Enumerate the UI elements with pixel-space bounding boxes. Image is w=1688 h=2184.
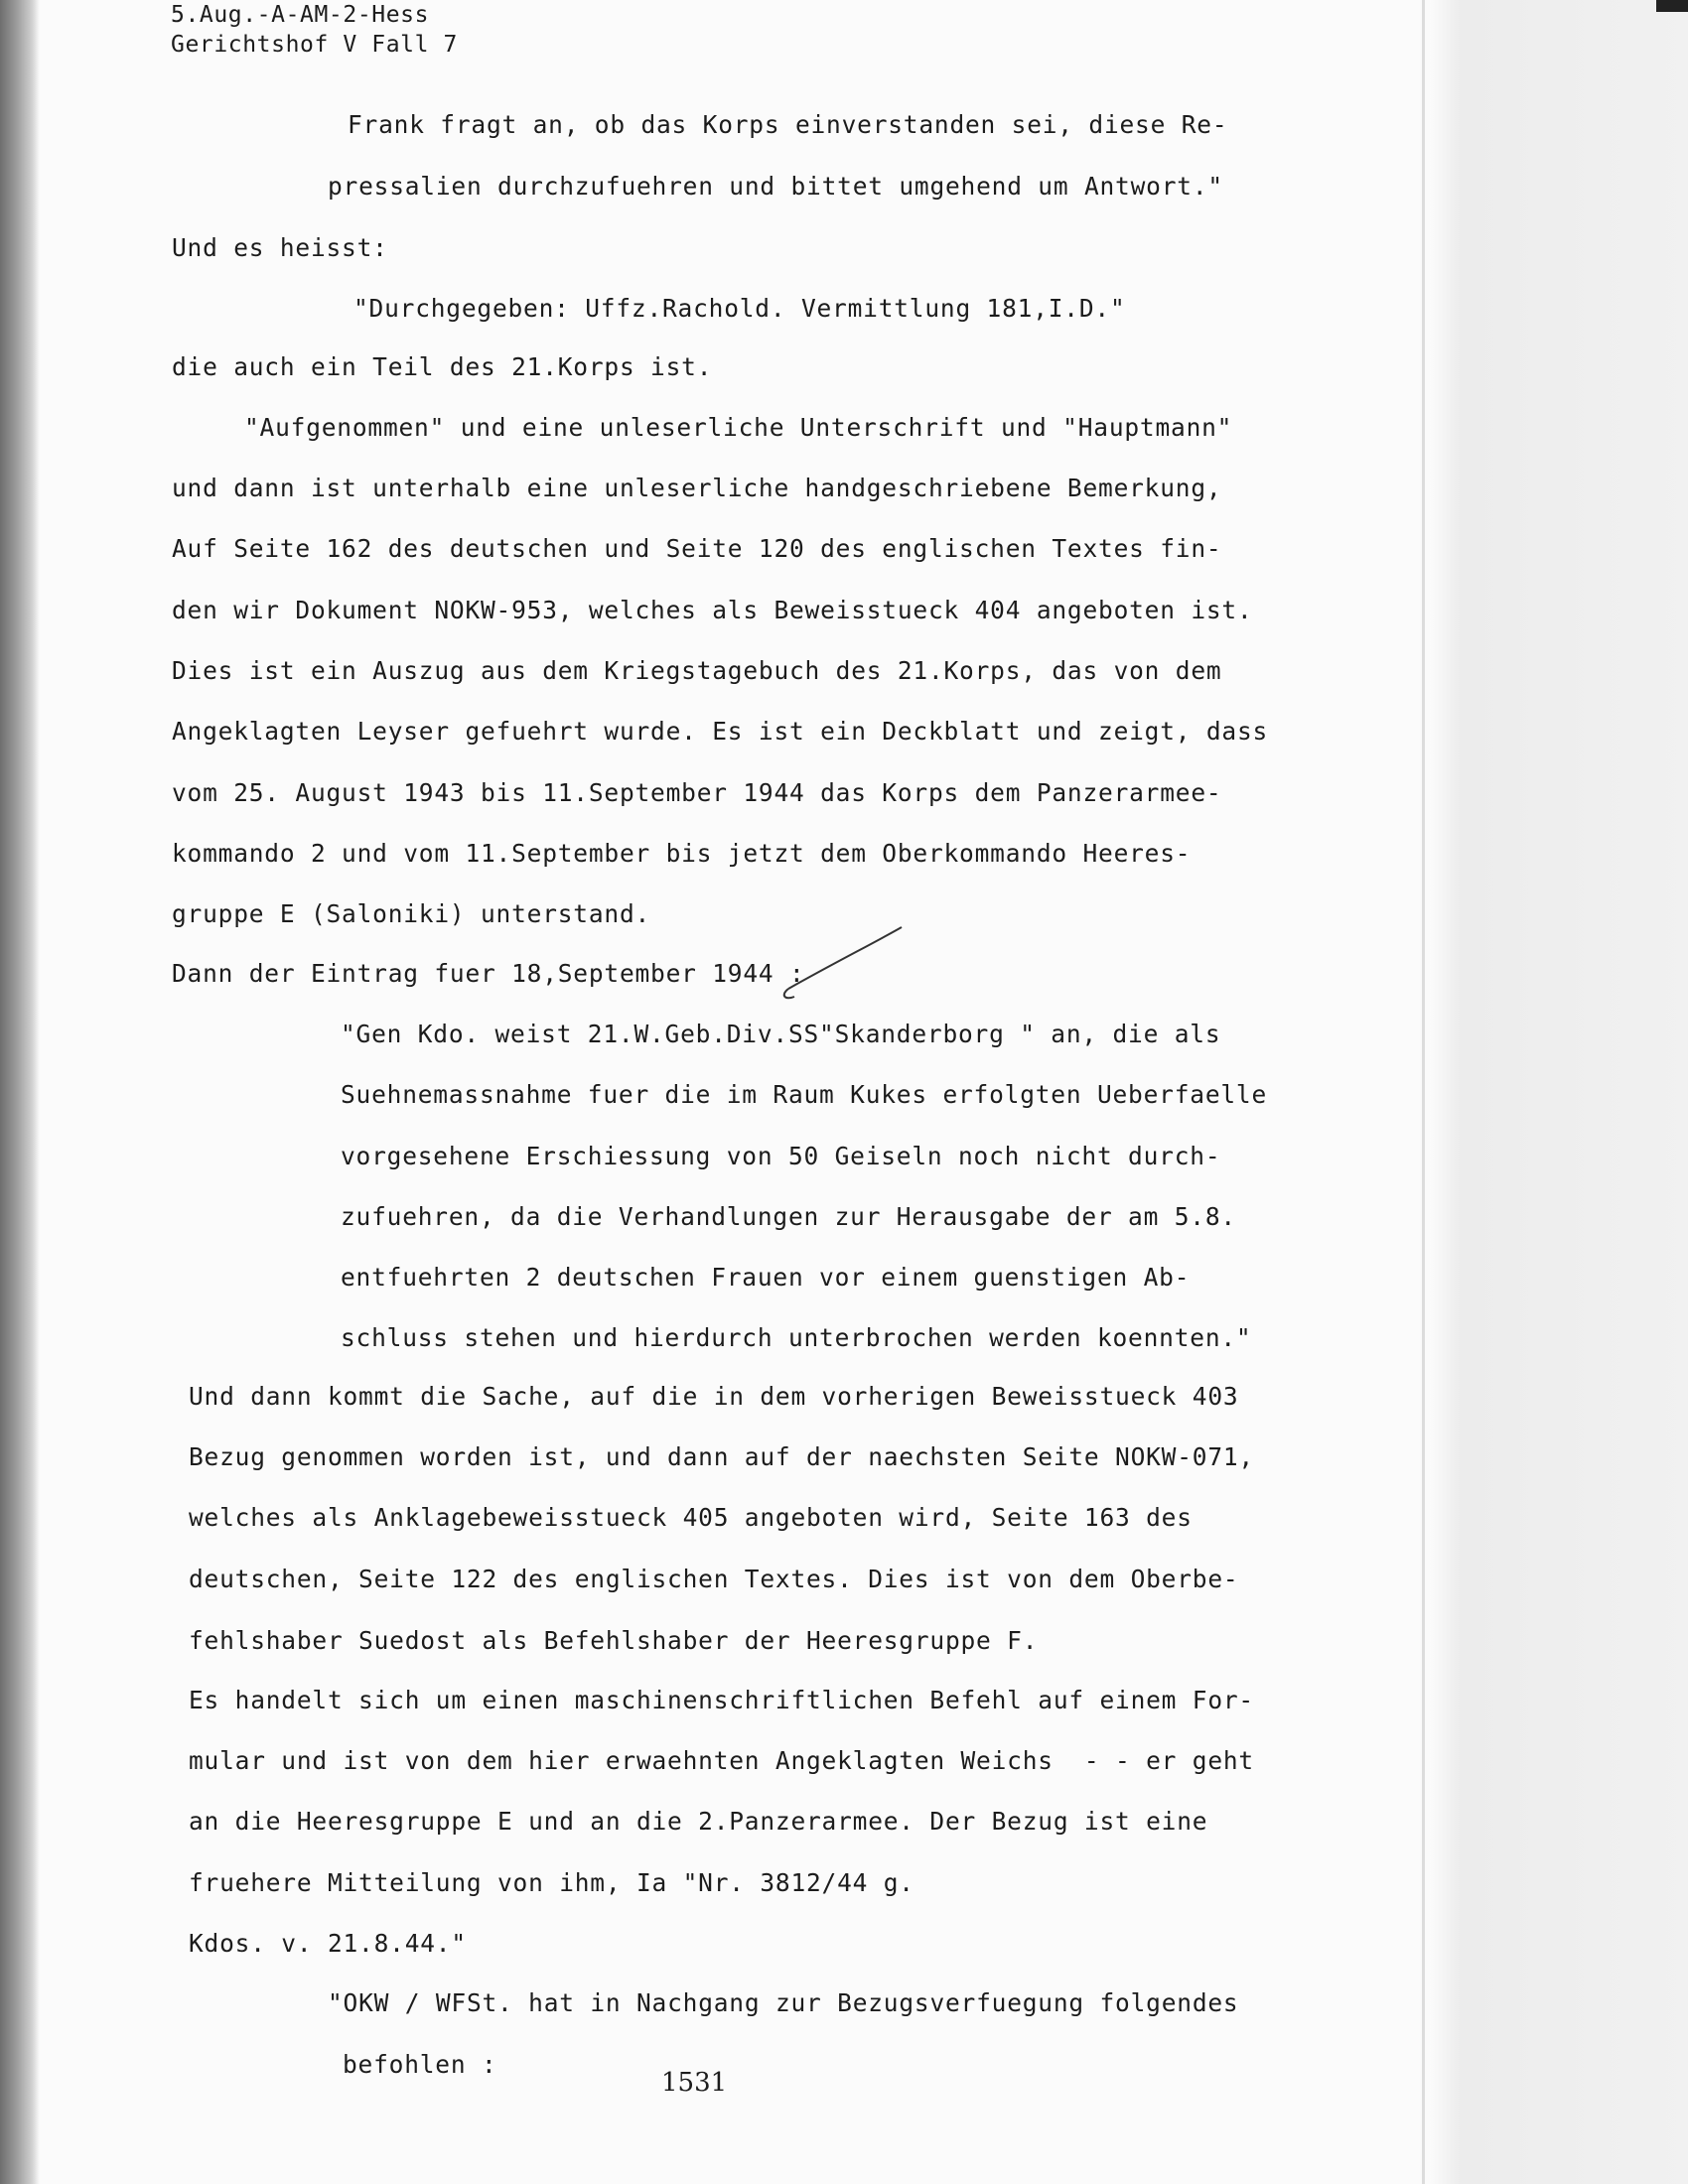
text-line: welches als Anklagebeweisstueck 405 angeboten wird, Seite 163 des (189, 1503, 1193, 1532)
header-reference: 5.Aug.-A-AM-2-Hess (171, 2, 430, 28)
text-line: Bezug genommen worden ist, und dann auf der naechsten Seite NOKW-071, (189, 1442, 1254, 1471)
text-line: Dies ist ein Auszug aus dem Kriegstagebuch des 21.Korps, das von dem (172, 656, 1222, 685)
text-line: und dann ist unterhalb eine unleserliche handgeschriebene Bemerkung, (172, 474, 1222, 502)
text-line: entfuehrten 2 deutschen Frauen vor einem guenstigen Ab- (341, 1263, 1191, 1292)
header-court: Gerichtshof V Fall 7 (171, 32, 458, 58)
text-line: Und es heisst: (172, 233, 388, 262)
text-line: fruehere Mitteilung von ihm, Ia "Nr. 3812/44 g. (189, 1868, 914, 1897)
text-line: befohlen : (343, 2050, 497, 2079)
text-line: Dann der Eintrag fuer 18,September 1944 : (172, 959, 805, 988)
text-line: kommando 2 und vom 11.September bis jetzt dem Oberkommando Heeres- (172, 839, 1192, 868)
text-line: "Aufgenommen" und eine unleserliche Unterschrift und "Hauptmann" (244, 413, 1233, 442)
text-line: "Gen Kdo. weist 21.W.Geb.Div.SS"Skanderborg " an, die als (341, 1020, 1221, 1048)
text-line: schluss stehen und hierdurch unterbrochen werden koennten." (341, 1323, 1252, 1352)
text-line: Suehnemassnahme fuer die im Raum Kukes erfolgten Ueberfaelle (341, 1080, 1268, 1109)
text-line: Und dann kommt die Sache, auf die in dem vorherigen Beweisstueck 403 (189, 1382, 1239, 1411)
text-line: "Durchgegeben: Uffz.Rachold. Vermittlung 181,I.D." (353, 294, 1126, 323)
text-line: mular und ist von dem hier erwaehnten Angeklagten Weichs - - er geht (189, 1746, 1254, 1775)
text-line: Angeklagten Leyser gefuehrt wurde. Es ist ein Deckblatt und zeigt, dass (172, 717, 1269, 746)
text-line: die auch ein Teil des 21.Korps ist. (172, 352, 713, 381)
handwritten-pen-mark (774, 921, 914, 1001)
text-line: Kdos. v. 21.8.44." (189, 1929, 467, 1958)
text-line: zufuehren, da die Verhandlungen zur Herausgabe der am 5.8. (341, 1202, 1236, 1231)
text-line: vom 25. August 1943 bis 11.September 1944 das Korps dem Panzerarmee- (172, 778, 1222, 807)
page-number: 1531 (661, 2068, 728, 2098)
text-line: Es handelt sich um einen maschinenschriftlichen Befehl auf einem For- (189, 1686, 1254, 1714)
text-line: den wir Dokument NOKW-953, welches als Beweisstueck 404 angeboten ist. (172, 596, 1253, 624)
text-line: deutschen, Seite 122 des englischen Textes. Dies ist von dem Oberbe- (189, 1565, 1239, 1593)
text-line: vorgesehene Erschiessung von 50 Geiseln noch nicht durch- (341, 1142, 1221, 1170)
text-line: an die Heeresgruppe E und an die 2.Panzerarmee. Der Bezug ist eine (189, 1807, 1208, 1836)
text-line: pressalien durchzufuehren und bittet umgehend um Antwort." (328, 172, 1223, 201)
text-line: gruppe E (Saloniki) unterstand. (172, 899, 651, 928)
text-line: fehlshaber Suedost als Befehlshaber der Heeresgruppe F. (189, 1626, 1039, 1655)
text-line: Auf Seite 162 des deutschen und Seite 120 des englischen Textes fin- (172, 534, 1222, 563)
text-line: "OKW / WFSt. hat in Nachgang zur Bezugsverfuegung folgendes (328, 1988, 1239, 2017)
text-line: Frank fragt an, ob das Korps einverstanden sei, diese Re- (348, 110, 1228, 139)
